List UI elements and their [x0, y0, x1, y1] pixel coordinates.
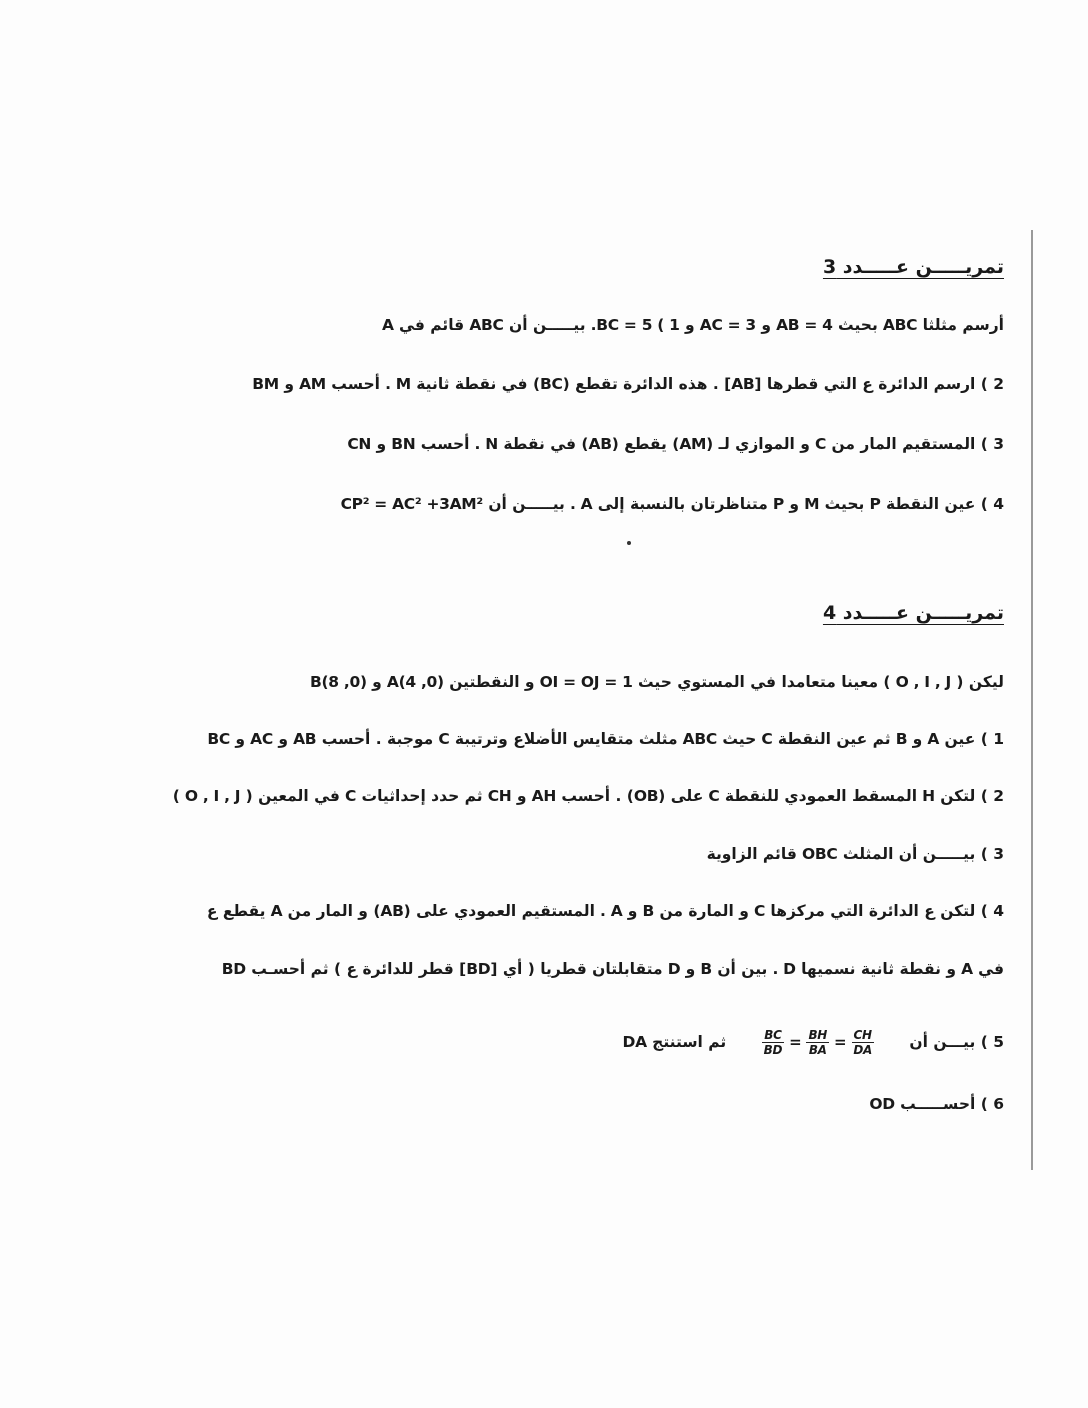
ratio-equation: $\frac{BC}{BD}$ = $\frac{BH}{BA}$ = $\frac{CH}{DA}$ — [763, 1028, 872, 1057]
exercise4-q1: 1 ) عين A و B ثم عين النقطة C حيث ABC مثلث متقايس الأضلاع وترتيبة C موجبة . أحسب AB و AC و BC — [207, 730, 1004, 748]
exercise4-q6: 6 ) أحســـــب OD — [869, 1095, 1004, 1113]
exercise3-line-2: 2 ) ارسم الدائرة ع التي قطرها [AB] . هذه الدائرة تقطع (BC) في نقطة ثانية M . أحسب AM و BM — [252, 375, 1004, 393]
exercise4-q2: 2 ) لتكن H المسقط العمودي للنقطة C على (OB) . أحسب AH و CH ثم حدد إحداثيات C في المعين ( O , I , J ) — [172, 787, 1004, 805]
exercise4-q3: 3 ) بيـــــن أن المثلث OBC قائم الزاوية — [706, 845, 1004, 863]
exercise4-q5-start: 5 ) بيـــن أن — [909, 1033, 1004, 1051]
exercise3-line-4 — [341, 495, 1004, 513]
exercise4-q5 — [623, 1028, 1005, 1057]
exercise4-q5-end: ثم استنتج DA — [622, 1033, 727, 1051]
exercise4-intro: ليكن ( O , I , J ) معينا متعامدا في المستوي حيث OI = OJ = 1 و النقطتين A(4 ,0) و B(8 ,0) — [310, 673, 1004, 691]
exercise3-title: تمريـــــن عـــــدد 3 — [822, 256, 1004, 278]
exercise4-title: تمريـــــن عـــــدد 4 — [822, 602, 1004, 624]
exercise3-line-4-formula: CP² = AC² +3AM² — [340, 495, 483, 513]
scan-speck — [627, 541, 631, 545]
fraction-ch-da: $\frac{CH}{DA}$ — [853, 1028, 872, 1057]
fraction-bc-bd: $\frac{BC}{BD}$ — [763, 1028, 783, 1057]
exercise4-q4: 4 ) لتكن ع الدائرة التي مركزها C و المارة من B و A . المستقيم العمودي على (AB) و المار من A يقطع ع — [206, 902, 1004, 920]
exercise3-line-4-text: 4 ) عين النقطة P بحيث M و P متناظرتان بالنسبة إلى A . بيـــــن أن — [488, 495, 1004, 513]
exercise3-line-1: أرسم مثلثا ABC بحيث AB = 4 و AC = 3 و BC = 5 ( 1. بيـــــن أن ABC قائم في A — [381, 316, 1004, 334]
exercise4-q4-cont: في A و نقطة ثانية نسميها D . بين أن B و D متقابلتان قطريا ( أي [BD] قطر للدائرة ع ) ثم أحسـب BD — [221, 960, 1004, 978]
exercise3-line-3: 3 ) المستقيم المار من C و الموازي لـ (AM) يقطع (AB) في نقطة N . أحسب BN و CN — [347, 435, 1004, 453]
fraction-bh-ba: $\frac{BH}{BA}$ — [808, 1028, 828, 1057]
page-margin-line — [1031, 230, 1033, 1170]
